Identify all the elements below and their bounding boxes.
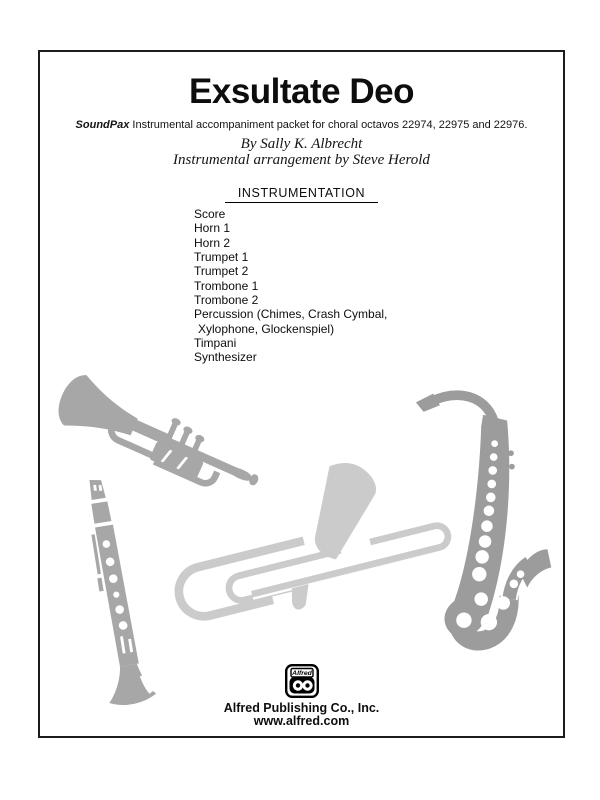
alfred-logo-text: Alfred <box>291 670 312 678</box>
list-item: Trombone 1 <box>194 278 259 293</box>
subtitle <box>40 119 563 131</box>
list-item: Horn 1 <box>194 221 231 236</box>
subtitle-text: Instrumental accompaniment packet for choral octavos 22974, 22975 and 22976. <box>129 119 528 131</box>
list-item: Trumpet 1 <box>194 250 249 265</box>
arranger-line: Instrumental arrangement by Steve Herold <box>173 152 430 168</box>
publisher-line: Alfred Publishing Co., Inc. <box>223 701 380 715</box>
website-line: www.alfred.com <box>253 714 350 728</box>
list-item: Synthesizer <box>194 350 257 365</box>
page-title: Exsultate Deo <box>189 72 414 111</box>
instrumentation-heading-row <box>40 184 563 203</box>
saxophone-icon <box>414 386 558 674</box>
list-item: Horn 2 <box>194 235 231 250</box>
list-item: Trumpet 2 <box>194 264 249 279</box>
list-item: Xylophone, Glockenspiel) <box>198 321 335 336</box>
instrumentation-list <box>194 207 387 365</box>
alfred-logo <box>285 664 319 698</box>
cover-page-frame <box>38 50 565 738</box>
byline: By Sally K. Albrecht <box>240 136 363 152</box>
list-item: Percussion (Chimes, Crash Cymbal, <box>194 307 388 322</box>
soundpax-label: SoundPax <box>75 119 130 131</box>
instrumentation-heading: INSTRUMENTATION <box>225 186 378 203</box>
list-item: Trombone 2 <box>194 293 259 308</box>
list-item: Score <box>194 207 226 221</box>
list-item: Timpani <box>194 336 237 351</box>
